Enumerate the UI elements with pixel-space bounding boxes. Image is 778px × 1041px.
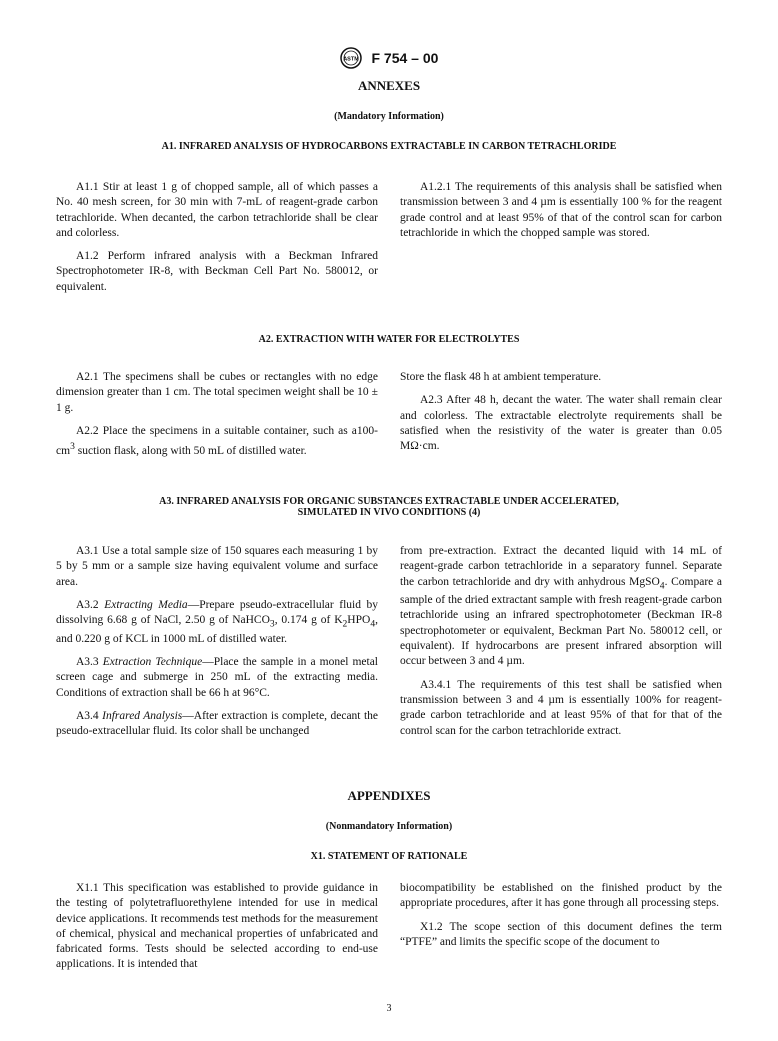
annexes-title: ANNEXES [357,78,421,93]
standard-designation: F 754 – 00 [371,50,439,66]
x1-left-column [56,881,378,981]
paragraph-a3-1: A3.1 Use a total sample size of 150 squares each measuring 1 by 5 by 5 mm or a sample size having equivalent volume and surface area. [56,545,378,588]
a1-left-column [56,180,378,303]
paragraph-a3-4-cont: from pre-extraction. Extract the decanted liquid with 14 mL of reagent-grade carbon tetrachloride in a separatory funnel. Separate the carbon tetrachloride and dry with anhydrous MgSO$_4$. Compare a sample of the dried extractant sample with fresh reagent-grade carbon tetrachloride using an infrared spectrophotometer (Beckman IR-8 spectrophotometer or equivalent, Beckman Part No. 580012 cell, or equivalent). If hydrocarbons are present infrared absorption will occur between 3 and 4 µm. [400,545,722,668]
a2-left-column [56,370,378,467]
annexes-subtitle: (Mandatory Information) [334,111,444,122]
a1-right-column [400,180,722,249]
paragraph-a2-3: A2.3 After 48 h, decant the water. The water shall remain clear and colorless. The extractable electrolyte requirements shall be satisfied when the resistivity of the water is greater than 0.05 MΩ·cm. [400,394,722,453]
x1-right-column [400,881,722,958]
a2-right-column [400,370,722,462]
a1-heading: A1. INFRARED ANALYSIS OF HYDROCARBONS EXTRACTABLE IN CARBON TETRACHLORIDE [161,141,617,152]
a3-right-column [400,544,722,747]
paragraph-a1-1: A1.1 Stir at least 1 g of chopped sample, all of which passes a No. 40 mesh screen, for 30 min with 7-mL of reagent-grade carbon tetrachloride. When decanted, the carbon tetrachloride shall be clear and colorless. [56,181,378,239]
paragraph-x1-1-cont: biocompatibility be established on the finished product by the appropriate procedures, after it has gone through all processing steps. [400,882,722,910]
paragraph-a3-4: A3.4 Infrared Analysis—After extraction is complete, decant the pseudo-extracellular fluid. Its color shall be unchanged [56,709,379,738]
paragraph-a3-2: A3.2 Extracting Media—Prepare pseudo-extracellular fluid by dissolving 6.68 g of NaCl, 2.50 g of NaHCO$_3$, 0.174 g of $K_2HPO_4$, and 0.220 g of KCL in 1000 mL of distilled water. [56,598,378,645]
paragraph-x1-2: X1.2 The scope section of this document defines the term “PTFE” and limits the specific scope of the document to [400,920,722,948]
appendixes-title: APPENDIXES [347,788,431,803]
a3-left-column [56,544,378,748]
paragraph-a3-3: A3.3 Extraction Technique—Place the sample in a monel metal screen cage and submerge in 250 mL of the extracting media. Conditions of extraction shall be 66 h at 96°C. [56,656,378,699]
a3-heading: A3. INFRARED ANALYSIS FOR ORGANIC SUBSTANCES EXTRACTABLE UNDER ACCELERATED, SIMULATED IN VIVO CONDITIONS (4) [159,496,619,518]
svg-text:ASTM: ASTM [342,56,359,63]
paragraph-a1-2: A1.2 Perform infrared analysis with a Beckman Infrared Spectrophotometer IR-8, with Beckman Cell Part No. 580012, or equivalent. [56,250,378,293]
paragraph-a2-2-cont: Store the flask 48 h at ambient temperature. [400,371,602,383]
paragraph-a3-4-1: A3.4.1 The requirements of this test shall be satisfied when transmission between 3 and 4 µm is essentially 100% for reagent-grade carbon tetrachloride and at least 95% of that for that of the control scan for the carbon tetrachloride extract. [400,678,722,737]
paragraph-a2-1: A2.1 The specimens shall be cubes or rectangles with no edge dimension greater than 1 cm. The total specimen weight shall be 10 ± 1 g. [56,371,378,414]
astm-logo [340,47,362,69]
x1-heading: X1. STATEMENT OF RATIONALE [310,851,468,862]
paragraph-x1-1: X1.1 This specification was established to provide guidance in the testing of polytetrafluorethylene intended for use in medical device applications. It recommends test methods for the measurement of chemical, physical and mechanical properties of unfabricated and fabricated forms. Tests should be selected according to end-use applications. It is intended that [56,882,378,971]
a2-heading: A2. EXTRACTION WITH WATER FOR ELECTROLYTES [258,334,520,345]
paragraph-a2-2: A2.2 Place the specimens in a suitable container, such as $a100-cm^3$ suction flask, along with 50 mL of distilled water. [56,424,378,458]
page-number: 3 [386,1003,392,1014]
paragraph-a1-2-1: A1.2.1 The requirements of this analysis shall be satisfied when transmission between 3 and 4 µm is essentially 100 % for the reagent grade control and at least 95% of that of the control scan for carbon tetrachloride in which the chopped sample was stored. [400,181,722,239]
appendixes-subtitle: (Nonmandatory Information) [325,821,453,832]
page-header [0,47,778,69]
